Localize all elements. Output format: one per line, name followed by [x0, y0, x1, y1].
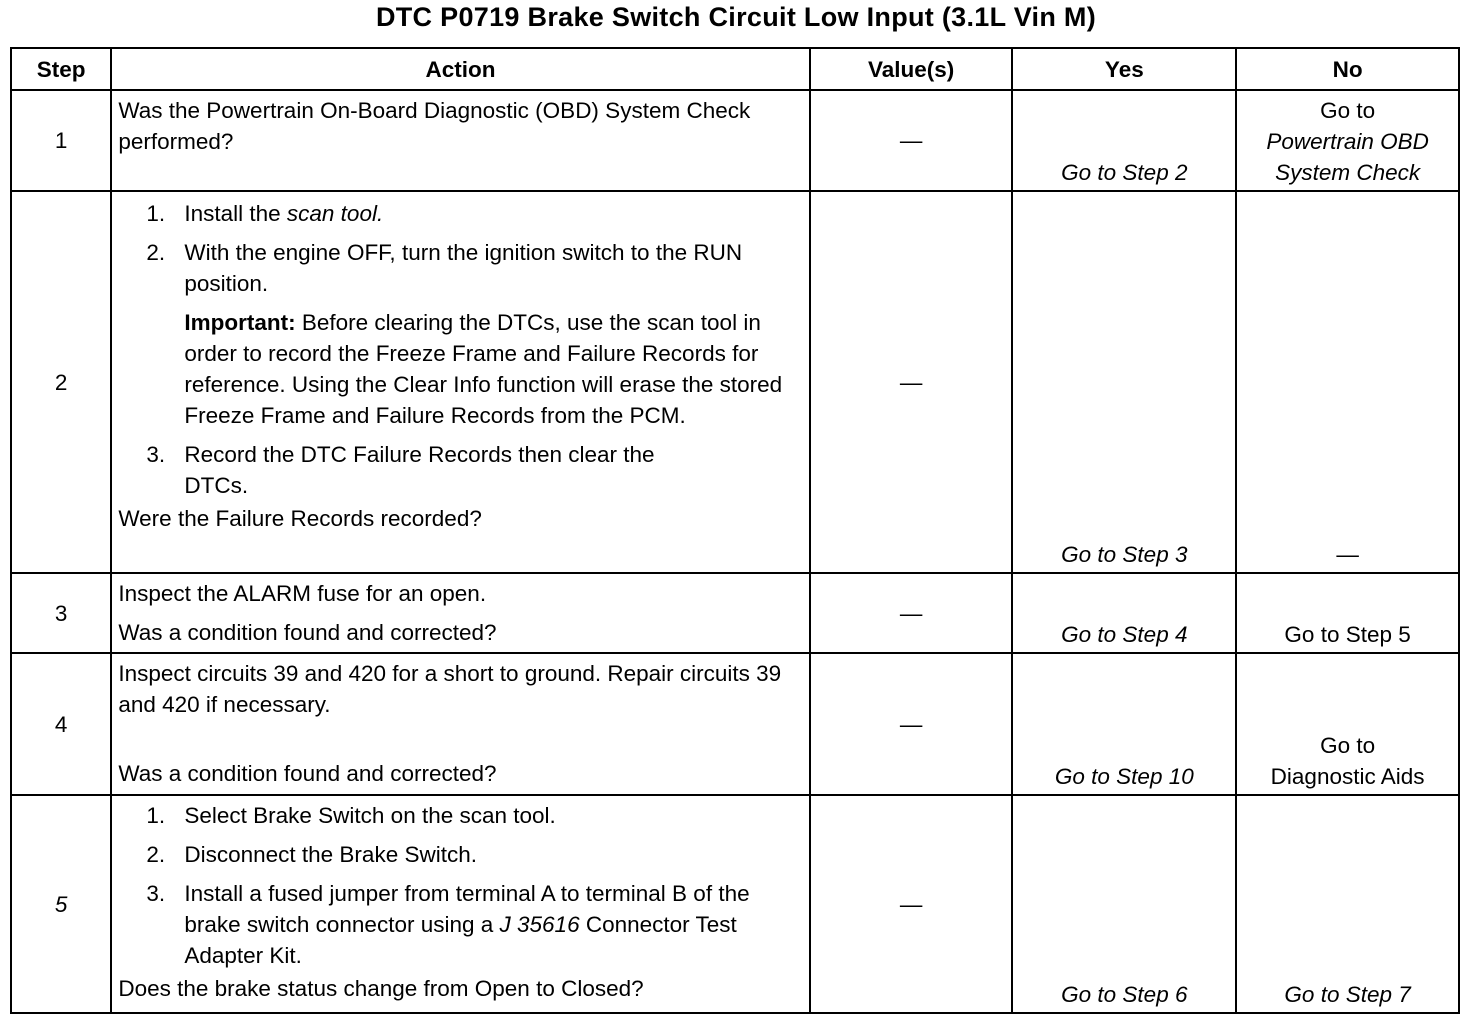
no-line: Powertrain OBD: [1266, 129, 1429, 154]
table-row: [11, 191, 1459, 573]
document-title: DTC P0719 Brake Switch Circuit Low Input (3.1L Vin M): [375, 2, 1097, 32]
no-line: Diagnostic Aids: [1270, 764, 1425, 789]
list-item: [118, 878, 800, 971]
list-item: [118, 198, 800, 229]
table-row: [11, 90, 1459, 191]
item-text: Select Brake Switch on the scan tool.: [184, 803, 556, 828]
no-cell: Go to Step 5: [1236, 573, 1459, 653]
item-number: 1.: [146, 201, 166, 226]
step-number: 1: [11, 90, 111, 191]
header-step: Step: [11, 48, 111, 90]
no-cell: [1236, 90, 1459, 191]
header-yes: Yes: [1012, 48, 1236, 90]
item-number: 3.: [146, 442, 166, 467]
yes-cell: Go to Step 10: [1012, 653, 1236, 795]
item-text: Install a fused jumper from terminal A to terminal B of the brake switch connector using a: [184, 881, 750, 937]
item-text: Connector Test Adapter Kit.: [184, 912, 737, 968]
item-number: 2.: [146, 240, 166, 265]
header-no: No: [1236, 48, 1459, 90]
value-cell: —: [810, 795, 1013, 1013]
action-cell: [111, 653, 809, 795]
important-note: [118, 307, 800, 431]
table-row: [11, 795, 1459, 1013]
header-values: Value(s): [810, 48, 1013, 90]
item-text: J 35616: [499, 912, 580, 937]
value-cell: —: [810, 573, 1013, 653]
table-row: [11, 653, 1459, 795]
list-item: [118, 839, 800, 870]
item-text: With the engine OFF, turn the ignition switch to the RUN position.: [184, 240, 743, 296]
value-cell: —: [810, 191, 1013, 573]
procedure-list: [118, 800, 800, 971]
no-cell: Go to Step 7: [1236, 795, 1459, 1013]
no-line: System Check: [1275, 160, 1421, 185]
step-number: 3: [11, 573, 111, 653]
list-item: [118, 439, 690, 501]
question-text: Does the brake status change from Open to Closed?: [118, 976, 644, 1001]
step-number: 2: [11, 191, 111, 573]
no-cell: [1236, 653, 1459, 795]
item-text: Disconnect the Brake Switch.: [184, 842, 477, 867]
yes-cell: Go to Step 3: [1012, 191, 1236, 573]
yes-cell: Go to Step 4: [1012, 573, 1236, 653]
no-line: Go to: [1320, 733, 1376, 758]
step-number: [11, 795, 111, 1013]
item-number: 1.: [146, 803, 166, 828]
action-cell: [111, 795, 809, 1013]
item-text: scan tool.: [286, 201, 384, 226]
question-text: Were the Failure Records recorded?: [118, 506, 482, 531]
action-text: Inspect the ALARM fuse for an open.: [118, 581, 487, 606]
header-action: Action: [111, 48, 809, 90]
important-text: Before clearing the DTCs, use the scan tool in order to record the Freeze Frame and Failure Records for reference. Using the Clear Info function will erase the stored Freeze Frame and Failure Records from the PCM.: [184, 310, 783, 428]
table-header-row: [11, 48, 1459, 90]
step-number: 4: [11, 653, 111, 795]
item-text: Record the DTC Failure Records then clear the DTCs.: [184, 442, 655, 498]
yes-cell: Go to Step 2: [1012, 90, 1236, 191]
action-text: Inspect circuits 39 and 420 for a short to ground. Repair circuits 39 and 420 if necessary.: [118, 661, 782, 717]
procedure-list: [118, 439, 800, 501]
procedure-list: [118, 198, 800, 299]
diagnostic-table: [10, 47, 1460, 1014]
value-cell: —: [810, 653, 1013, 795]
yes-cell: Go to Step 6: [1012, 795, 1236, 1013]
list-item: [118, 237, 800, 299]
item-text: Install the: [184, 201, 287, 226]
item-number: 3.: [146, 881, 166, 906]
item-number: 2.: [146, 842, 166, 867]
action-cell: [111, 573, 809, 653]
no-cell: —: [1236, 191, 1459, 573]
question-text: Was a condition found and corrected?: [118, 620, 497, 645]
question-text: Was a condition found and corrected?: [118, 761, 497, 786]
action-cell: [111, 191, 809, 573]
table-row: [11, 573, 1459, 653]
no-line: Go to: [1320, 98, 1376, 123]
action-cell: Was the Powertrain On-Board Diagnostic (OBD) System Check performed?: [111, 90, 809, 191]
step-number-text: 5: [54, 891, 68, 917]
value-cell: —: [810, 90, 1013, 191]
important-label: Important:: [184, 310, 296, 335]
list-item: [118, 800, 800, 831]
